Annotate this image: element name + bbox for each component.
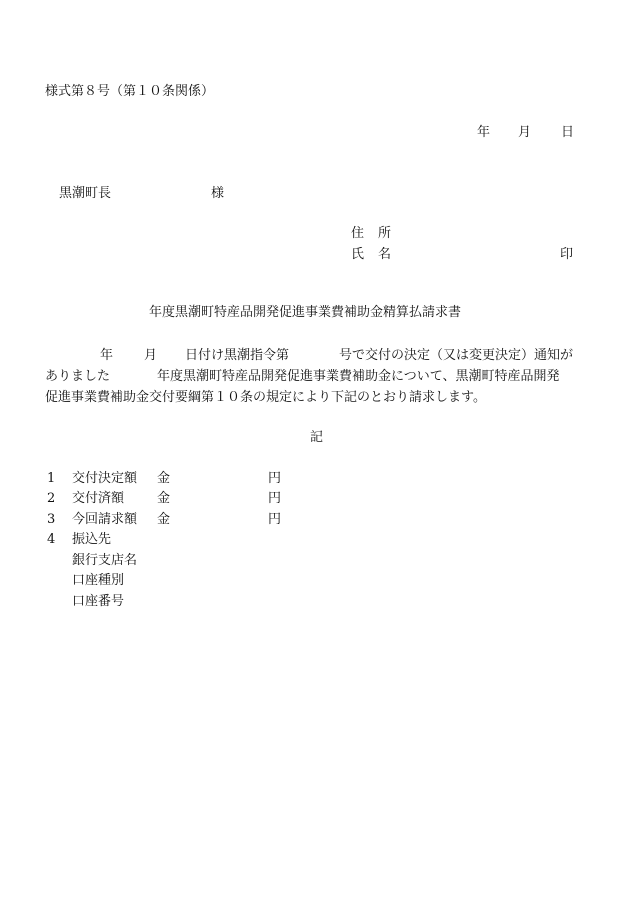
addressee-honorific: 様 [211,186,225,201]
body-month: 月 [144,348,158,363]
date-month-label: 月 [518,125,532,140]
address-label-char-2: 所 [378,226,392,241]
item-label: 振込先 [72,532,112,547]
date-day-label: 日 [561,125,575,140]
item-number: 1 [47,471,56,486]
item-label: 今回請求額 [72,512,138,527]
item-label: 交付決定額 [72,471,138,486]
seal-mark: 印 [560,247,574,262]
date-year-label: 年 [477,125,491,140]
body-line2-prefix: ありました [45,369,111,384]
account-type-label: 口座種別 [72,573,125,588]
body-year: 年 [100,348,114,363]
account-number-label: 口座番号 [72,594,125,609]
body-line3-text: 促進事業費補助金交付要綱第１０条の規定により下記のとおり請求します。 [45,390,486,405]
item-number: 3 [47,512,56,527]
bank-branch-label: 銀行支店名 [72,553,138,568]
item-label: 交付済額 [72,491,125,506]
item-currency: 金 [157,491,171,506]
item-currency: 金 [157,512,171,527]
document-title: 年度黒潮町特産品開発促進事業費補助金精算払請求書 [149,305,462,320]
name-label-char-1: 氏 [351,247,365,262]
item-unit: 円 [268,491,282,506]
name-label-char-2: 名 [378,247,392,262]
form-number: 様式第８号（第１０条関係） [45,84,215,99]
addressee-name: 黒潮町長 [59,186,112,201]
body-date-prefix: 日付け黒潮指令第 [185,348,290,363]
item-number: 2 [47,491,56,506]
item-number: 4 [47,532,56,547]
item-unit: 円 [268,512,282,527]
address-label-char-1: 住 [351,226,365,241]
body-line1-suffix: 号で交付の決定（又は変更決定）通知が [339,348,574,363]
note-heading: 記 [310,430,324,445]
item-currency: 金 [157,471,171,486]
body-line2-suffix: 年度黒潮町特産品開発促進事業費補助金について、黒潮町特産品開発 [157,369,560,384]
item-unit: 円 [268,471,282,486]
